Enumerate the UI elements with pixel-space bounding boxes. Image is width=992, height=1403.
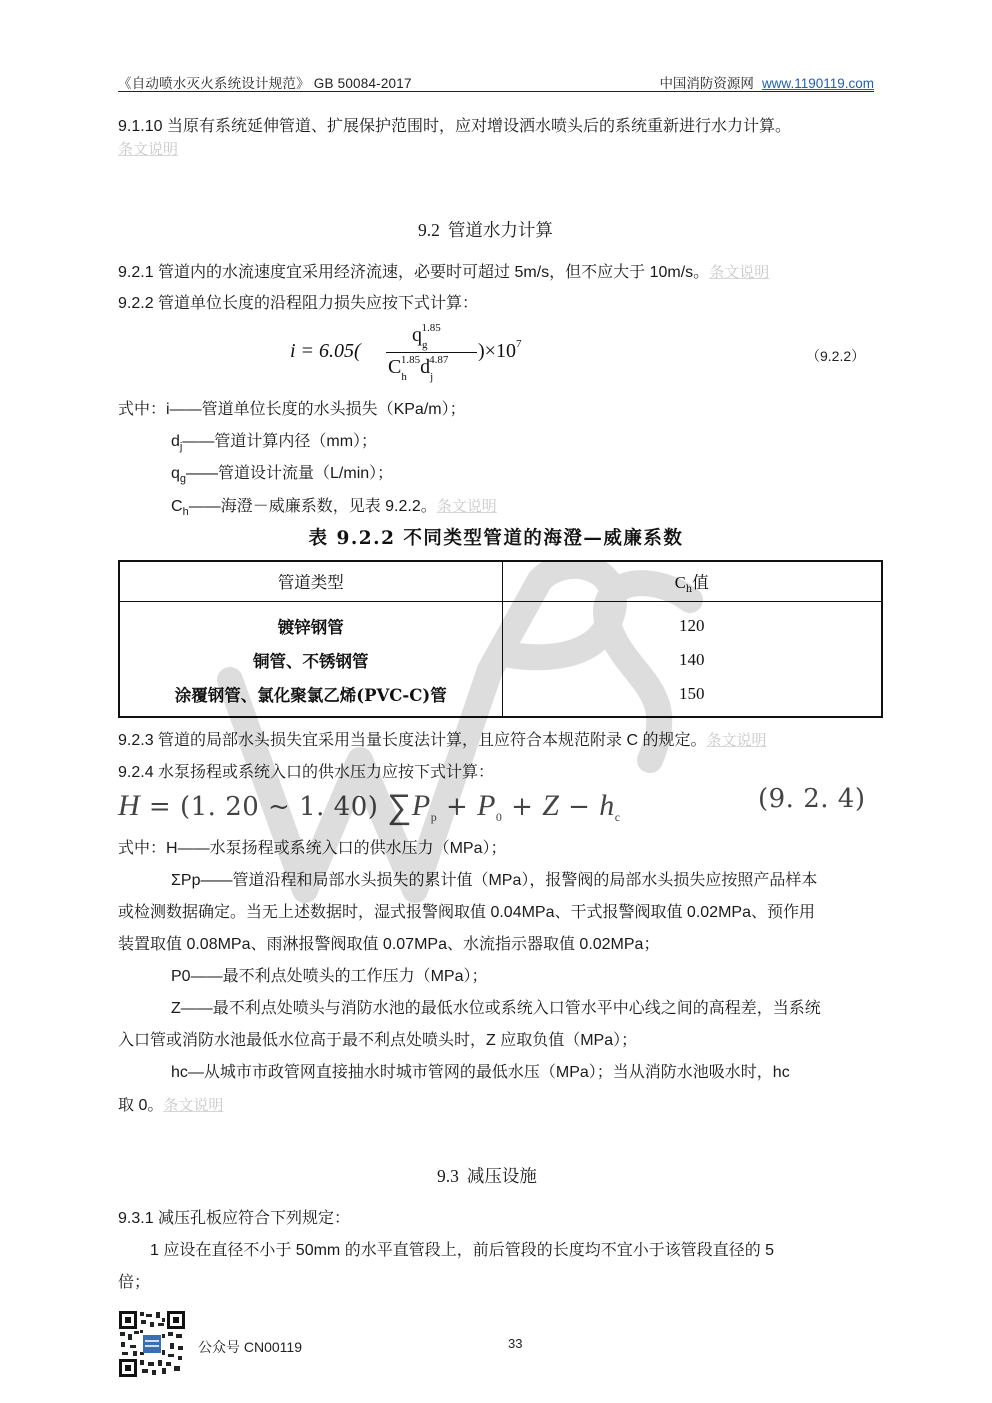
- symbol-def-H: 式中：H——水泵扬程或系统入口的供水压力（MPa）；: [118, 840, 507, 857]
- formula-rhs: )$\times 10^7$: [478, 338, 522, 362]
- symbol-def-Pp: ΣPp——管道沿程和局部水头损失的累计值（MPa），报警阀的局部水头损失应按照产品样本: [171, 872, 818, 889]
- symbol-def-Pp-cont1: 或检测数据确定。当无上述数据时，湿式报警阀取值 0.04MPa、干式报警阀取值 0.02MPa、预作用: [118, 904, 815, 921]
- clause-note-link[interactable]: 条文说明: [709, 263, 770, 281]
- table-header-row: [119, 561, 882, 601]
- symbol-def-qg: $q_g——$管道设计流量（L/min）；: [171, 465, 394, 485]
- clause-note-link[interactable]: 条文说明: [163, 1096, 224, 1114]
- page-number: 33: [508, 1336, 523, 1351]
- table-row: [119, 677, 882, 717]
- symbol-def-hc: hc—从城市市政管网直接抽水时城市管网的最低水压（MPa）；当从消防水池吸水时，hc: [171, 1064, 790, 1081]
- symbol-def-i: 式中：i——管道单位长度的水头损失（KPa/m）；: [118, 401, 466, 418]
- clause-note-link[interactable]: 条文说明: [436, 497, 497, 515]
- formula-denominator: $C_h^{1.85}d_j^{4.87}$: [388, 354, 449, 383]
- equation-number-9-2-4: (9. 2. 4): [758, 784, 866, 814]
- symbol-def-dj: $d_j——$管道计算内径（mm）；: [171, 433, 378, 453]
- clause-note-link[interactable]: 条文说明: [118, 140, 179, 158]
- ch-value-cell: 150: [679, 683, 705, 703]
- hazen-williams-table: [118, 560, 883, 718]
- section-number: 9.2: [418, 220, 440, 240]
- clause-text: 当原有系统延伸管道、扩展保护范围时，应对增设洒水喷头后的系统重新进行水力计算。: [166, 118, 791, 135]
- symbol-def-Pp-cont2: 装置取值 0.08MPa、雨淋报警阀取值 0.07MPa、水流指示器取值 0.02MPa；: [118, 936, 660, 953]
- ch-value-cell: 120: [679, 616, 705, 636]
- pipe-type-cell: 铜管、不锈钢管: [119, 643, 502, 677]
- clause-9-2-2: [118, 294, 478, 314]
- symbol-def-P0: P0——最不利点处喷头的工作压力（MPa）；: [171, 968, 488, 985]
- symbol-def-Z-cont: 入口管或消防水池最低水位高于最不利点处喷头时，Z 应取负值（MPa）；: [118, 1032, 638, 1049]
- equation-number-9-2-2: （9.2.2）: [806, 348, 866, 364]
- clause-9-3-1: 9.3.1 减压孔板应符合下列规定：: [118, 1210, 351, 1227]
- clause-text: 管道内的水流速度宜采用经济流速，必要时可超过 5m/s，但不应大于 10m/s。: [158, 264, 710, 281]
- site-name: 中国消防资源网: [659, 76, 754, 91]
- section-heading-9-2: [418, 217, 553, 242]
- site-info: [659, 72, 874, 92]
- document-title: 《自动喷水灭火系统设计规范》 GB 50084-2017: [118, 76, 412, 91]
- table-title: 表 9.2.2 不同类型管道的海澄—威廉系数: [308, 528, 684, 549]
- formula-9-2-4: H = (1. 20 ~ 1. 40) $\sum P_p + P_0 + Z - h_c$ (9. 2. 4): [118, 784, 866, 827]
- column-header-ch-value: $C_h$值: [502, 561, 882, 601]
- clause-text: 管道单位长度的沿程阻力损失应按下式计算：: [158, 295, 479, 312]
- site-url-link[interactable]: www.1190119.com: [761, 76, 874, 91]
- clause-9-3-1-item-1: 1 应设在直径不小于 50mm 的水平直管段上，前后管段的长度均不宜小于该管段直径的 5: [150, 1242, 775, 1259]
- clause-9-3-1-item-1-cont: 倍；: [118, 1274, 151, 1291]
- clause-number: 9.2.2: [118, 295, 154, 312]
- table-row: [119, 643, 882, 677]
- formula-lhs: i = 6.05(: [290, 340, 361, 362]
- symbol-def-hc-cont: 取 0。条文说明: [118, 1096, 224, 1114]
- clause-9-1-10: [118, 117, 791, 137]
- clause-9-2-4: 9.2.4 水泵扬程或系统入口的供水压力应按下式计算：: [118, 764, 495, 781]
- section-heading-9-3: 9.3 减压设施: [437, 1166, 537, 1186]
- pipe-type-cell: 镀锌钢管: [119, 601, 502, 643]
- section-title: 管道水力计算: [447, 220, 553, 240]
- ch-value-cell: 140: [679, 650, 705, 669]
- pipe-type-cell: 涂覆钢管、氯化聚氯乙烯(PVC-C)管: [119, 677, 502, 717]
- wechat-account-label: 公众号 CN00119: [198, 1339, 303, 1355]
- formula-numerator: $q_g^{1.85}$: [412, 322, 441, 351]
- clause-number: 9.2.1: [118, 264, 154, 281]
- qr-code-icon: [118, 1310, 186, 1378]
- symbol-def-ch: $C_h——$海澄－威廉系数，见表 9.2.2。条文说明: [171, 497, 497, 518]
- clause-number: 9.1.10: [118, 118, 163, 135]
- clause-9-2-1: [118, 262, 769, 283]
- symbol-def-Z: Z——最不利点处喷头与消防水池的最低水位或系统入口管水平中心线之间的高程差，当系统: [171, 1000, 821, 1017]
- clause-9-2-3: 9.2.3 管道的局部水头损失宜采用当量长度法计算，且应符合本规范附录 C 的规定。条文说明: [118, 731, 767, 749]
- table-row: [119, 601, 882, 643]
- column-header-pipe-type: 管道类型: [119, 561, 502, 601]
- page-header: [118, 72, 874, 92]
- clause-note-link[interactable]: 条文说明: [706, 731, 767, 749]
